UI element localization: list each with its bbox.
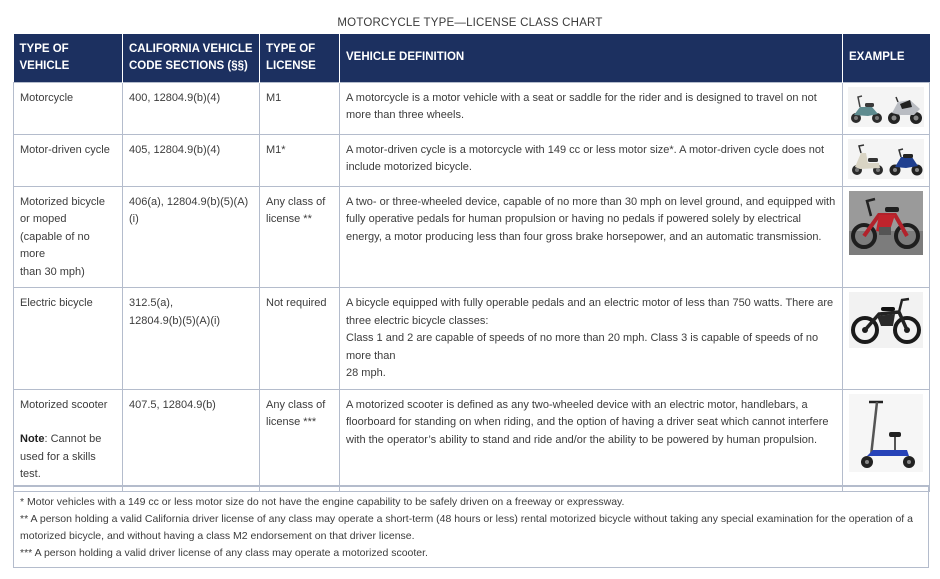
note-text: : Cannot be used for a skills test. xyxy=(20,433,102,480)
license-cell: Any class of license *** xyxy=(260,389,340,491)
chart-caption: MOTORCYCLE TYPE—LICENSE CLASS CHART xyxy=(337,17,603,29)
vehicle-cell xyxy=(14,186,123,288)
moped-image xyxy=(849,191,923,255)
header-example: EXAMPLE xyxy=(843,34,930,82)
code-cell xyxy=(123,288,260,390)
header-vehicle-type: TYPE OF VEHICLE xyxy=(14,34,123,82)
table-row-motorized-bicycle xyxy=(14,186,930,288)
code-cell: 407.5, 12804.9(b) xyxy=(123,389,260,491)
header-definition: VEHICLE DEFINITION xyxy=(340,34,843,82)
vehicle-line: Motorized bicycle xyxy=(20,195,105,208)
vehicle-line: than 30 mph) xyxy=(20,265,85,278)
definition-line: A bicycle equipped with fully operable pedals and an electric motor of less than 750 watts. There are three electric bicycle classes: xyxy=(346,297,834,327)
vehicle-cell: Motor-driven cycle xyxy=(14,134,123,186)
motor-driven-cycle-image xyxy=(848,139,924,179)
definition-line: 28 mph. xyxy=(346,367,386,379)
code-cell: 405, 12804.9(b)(4) xyxy=(123,134,260,186)
table-row-motorcycle xyxy=(14,82,930,134)
definition-cell: A two- or three-wheeled device, capable of no more than 30 mph on level ground, and equipped with fully operative pedals for human propulsion or having no pedals if powered solely by electrical energy, a motor producing less than four gross brake horsepower, and an automatic transmission. xyxy=(340,186,843,288)
example-cell xyxy=(843,82,930,134)
vehicle-line: more xyxy=(20,248,46,260)
header-license-type: TYPE OF LICENSE xyxy=(260,34,340,82)
example-cell xyxy=(843,134,930,186)
definition-cell: A motor-driven cycle is a motorcycle with 149 cc or less motor size*. A motor-driven cycle does not include motorized bicycle. xyxy=(340,134,843,186)
note-label: Note xyxy=(20,433,45,445)
license-class-table xyxy=(13,34,930,492)
table-row-motorized-scooter xyxy=(14,389,930,491)
code-line: 312.5(a), xyxy=(129,297,174,309)
footnote-single-asterisk: * Motor vehicles with a 149 cc or less motor size do not have the engine capability to be safely driven on a freeway or expressway. xyxy=(20,496,625,508)
vehicle-cell: Electric bicycle xyxy=(14,288,123,390)
vehicle-name: Motorized scooter xyxy=(20,398,108,411)
code-cell: 400, 12804.9(b)(4) xyxy=(123,82,260,134)
footnote-triple-asterisk: *** A person holding a valid driver license of any class may operate a motorized scooter. xyxy=(20,547,428,559)
code-line: 12804.9(b)(5)(A)(i) xyxy=(129,314,221,327)
example-cell xyxy=(843,186,930,288)
footnote-double-asterisk: ** A person holding a valid California driver license of any class may operate a short-term (48 hours or less) rental motorized bicycle without taking any special examination for the operation of a motorized bicycle, and without having a class M2 endorsement on that driver license. xyxy=(20,513,913,542)
vehicle-cell xyxy=(14,389,123,491)
license-cell: M1* xyxy=(260,134,340,186)
license-cell: Not required xyxy=(260,288,340,390)
vehicle-cell: Motorcycle xyxy=(14,82,123,134)
table-header-row xyxy=(14,34,930,82)
license-cell: Any class of license ** xyxy=(260,186,340,288)
vehicle-line: (capable of no xyxy=(20,230,90,243)
vehicle-line: or moped xyxy=(20,213,67,225)
table-row-electric-bicycle xyxy=(14,288,930,390)
definition-line: Class 1 and 2 are capable of speeds of no more than 20 mph. Class 3 is capable of speeds of no more than xyxy=(346,332,819,362)
footnotes-box xyxy=(13,485,929,568)
definition-cell: A motorized scooter is defined as any two-wheeled device with an electric motor, handlebars, a floorboard for standing on when riding, and the option of having a driver seat which cannot interfere with the operator’s ability to stand and ride and/or the ability to be powered by human propulsion. xyxy=(340,389,843,491)
license-cell: M1 xyxy=(260,82,340,134)
definition-cell: A motorcycle is a motor vehicle with a seat or saddle for the rider and is designed to travel on not more than three wheels. xyxy=(340,82,843,134)
table-row-motor-driven-cycle xyxy=(14,134,930,186)
header-code-sections: CALIFORNIA VEHICLE CODE SECTIONS (§§) xyxy=(123,34,260,82)
motorized-scooter-image xyxy=(849,394,923,472)
example-cell xyxy=(843,288,930,390)
code-cell: 406(a), 12804.9(b)(5)(A)(i) xyxy=(123,186,260,288)
example-cell xyxy=(843,389,930,491)
electric-bicycle-image xyxy=(849,292,923,348)
definition-cell xyxy=(340,288,843,390)
motorcycle-scooter-image xyxy=(848,87,924,127)
